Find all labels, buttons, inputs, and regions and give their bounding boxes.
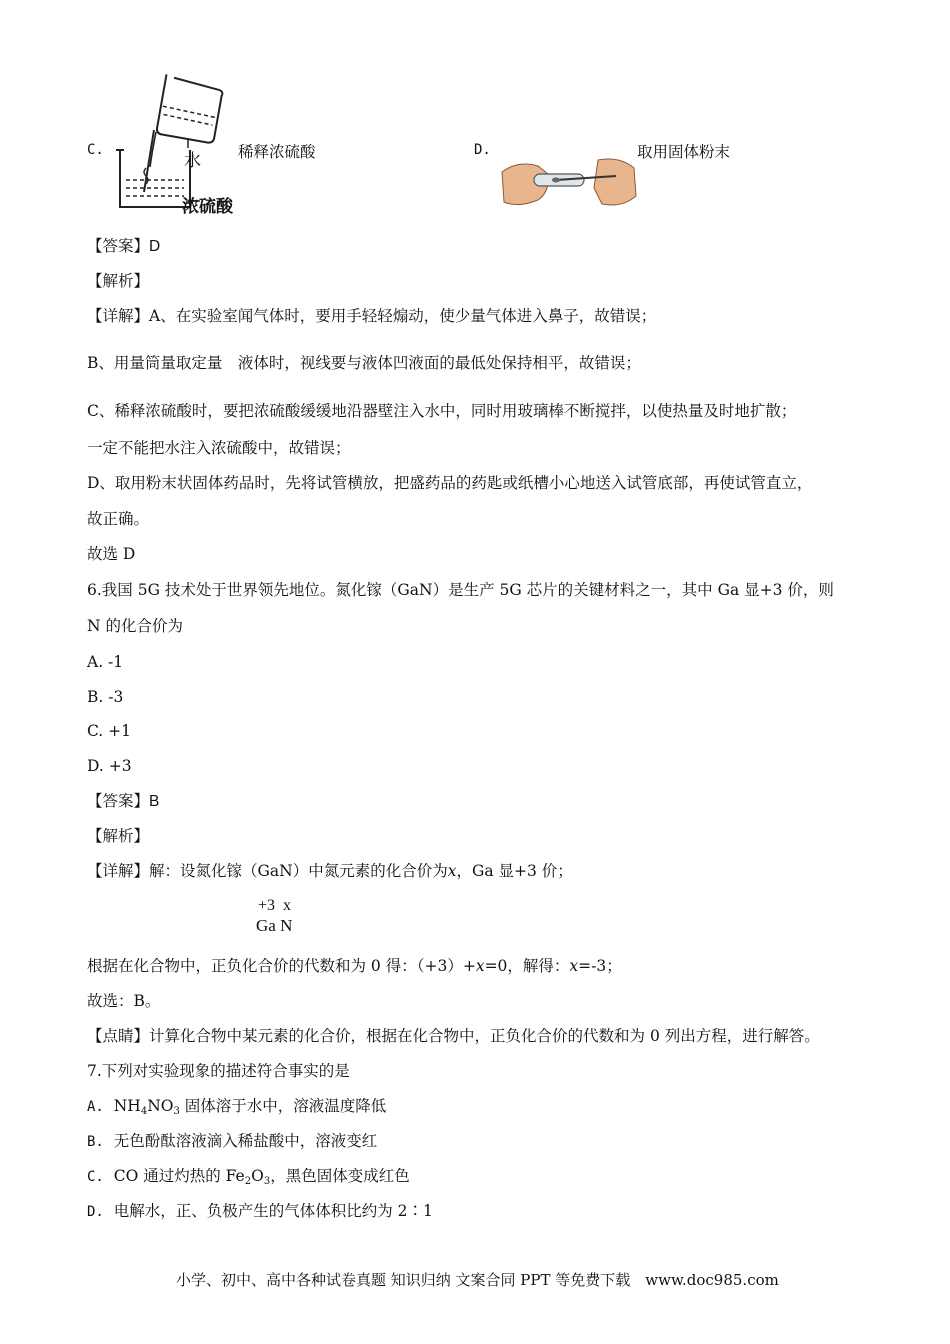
- option-text: ，黑色固体变成红色: [270, 1167, 410, 1185]
- option-text: 无色酚酞溶液滴入稀盐酸中，溶液变红: [113, 1132, 378, 1150]
- calc-mid: =0，解得：: [484, 957, 570, 975]
- q7-stem: 7.下列对实验现象的描述符合事实的是: [87, 1062, 350, 1080]
- option-text: CO 通过灼热的 Fe: [113, 1167, 245, 1185]
- q7-option-c: [87, 1165, 410, 1193]
- powder-tube-illustration: [498, 152, 638, 212]
- q5-detail-d2: 故正确。: [87, 510, 150, 528]
- q6-answer: [87, 790, 159, 813]
- calc-pre: 根据在化合物中，正负化合价的代数和为 0 得：（+3）+: [87, 957, 476, 975]
- q5-answer: [87, 235, 160, 258]
- page-footer: 小学、初中、高中各种试卷真题 知识归纳 文案合同 PPT 等免费下载 www.doc985.com: [176, 1271, 779, 1289]
- calc-var-2: x: [569, 957, 579, 975]
- detail-var: x: [447, 862, 457, 880]
- acid-label: 浓硫酸: [182, 197, 233, 217]
- option-label: A.: [87, 1099, 104, 1115]
- q7-option-d: [87, 1200, 433, 1223]
- option-label: B.: [87, 1134, 104, 1150]
- detail-a-text: A、在实验室闻气体时，要用手轻轻煽动，使少量气体进入鼻子，故错误；: [149, 307, 657, 325]
- calc-var-1: x: [475, 957, 485, 975]
- figure-d-caption: 取用固体粉末: [637, 143, 731, 161]
- formula-subscript: 2: [244, 1176, 252, 1187]
- valence-formula-top: [258, 897, 291, 915]
- q6-option-c: C. +1: [87, 722, 132, 740]
- q6-stem-1: 6.我国 5G 技术处于世界领先地位。氮化镓（GaN）是生产 5G 芯片的关键材料之一，其中 Ga 显+3 价，则: [87, 581, 834, 599]
- answer-value: D: [149, 238, 161, 255]
- formula-part: NO: [147, 1097, 174, 1115]
- q5-analysis-label: 【解析】: [87, 272, 150, 290]
- option-label: C.: [87, 1169, 104, 1185]
- q6-calc: [87, 955, 622, 977]
- water-label: 水: [184, 151, 201, 171]
- q6-analysis-label: 【解析】: [87, 827, 150, 845]
- calc-post: =-3；: [578, 957, 622, 975]
- formula-subscript: 3: [173, 1106, 180, 1117]
- point-text: 计算化合物中某元素的化合价，根据在化合物中，正负化合价的代数和为 0 列出方程，进行解答。: [149, 1027, 820, 1045]
- q5-detail-c1: C、稀释浓硫酸时，要把浓硫酸缓缓地沿器壁注入水中，同时用玻璃棒不断搅拌，以使热量及时地扩散；: [87, 402, 797, 420]
- q6-conclusion: 故选：B。: [87, 992, 161, 1010]
- option-label: D.: [87, 1204, 104, 1220]
- formula-subscript: 4: [140, 1106, 148, 1117]
- option-text: 固体溶于水中，溶液温度降低: [179, 1097, 387, 1115]
- answer-label: 【答案】: [87, 792, 150, 810]
- formula-part: NH: [113, 1097, 141, 1115]
- q5-detail-b: B、用量筒量取定量 液体时，视线要与液体凹液面的最低处保持相平，故错误；: [87, 354, 641, 372]
- answer-value: B: [149, 793, 160, 810]
- q5-detail-c2: 一定不能把水注入浓硫酸中，故错误；: [87, 439, 351, 457]
- figure-d-label: D.: [474, 142, 491, 158]
- figure-c-caption: 稀释浓硫酸: [238, 143, 316, 161]
- q6-point: [87, 1025, 820, 1047]
- option-text: 电解水，正、负极产生的气体体积比约为 2∶1: [113, 1202, 433, 1220]
- detail-text-pre: 解：设氮化镓（GaN）中氮元素的化合价为: [149, 862, 448, 880]
- valence-formula-bottom: Ga N: [256, 916, 293, 935]
- point-label: 【点睛】: [87, 1027, 150, 1045]
- q5-conclusion: 故选 D: [87, 545, 136, 563]
- answer-label: 【答案】: [87, 237, 150, 255]
- detail-text-post: ，Ga 显+3 价；: [456, 862, 573, 880]
- q5-detail-a: [87, 305, 656, 327]
- formula-subscript: 3: [263, 1176, 271, 1187]
- q6-option-a: A. -1: [87, 653, 124, 671]
- q6-stem-2: N 的化合价为: [87, 617, 183, 635]
- figure-c-label: C.: [87, 142, 104, 158]
- q5-detail-d1: D、取用粉末状固体药品时，先将试管横放，把盛药品的药匙或纸槽小心地送入试管底部，再使试管直立，: [87, 474, 813, 492]
- q6-option-b: B. -3: [87, 688, 124, 706]
- q6-detail: [87, 860, 573, 882]
- formula-part: O: [251, 1167, 264, 1185]
- detail-label: 【详解】: [87, 307, 150, 325]
- q6-option-d: D. +3: [87, 757, 132, 775]
- q7-option-b: [87, 1130, 377, 1153]
- detail-label: 【详解】: [87, 862, 150, 880]
- valence-values: +3 x: [258, 897, 292, 914]
- q7-option-a: [87, 1095, 386, 1123]
